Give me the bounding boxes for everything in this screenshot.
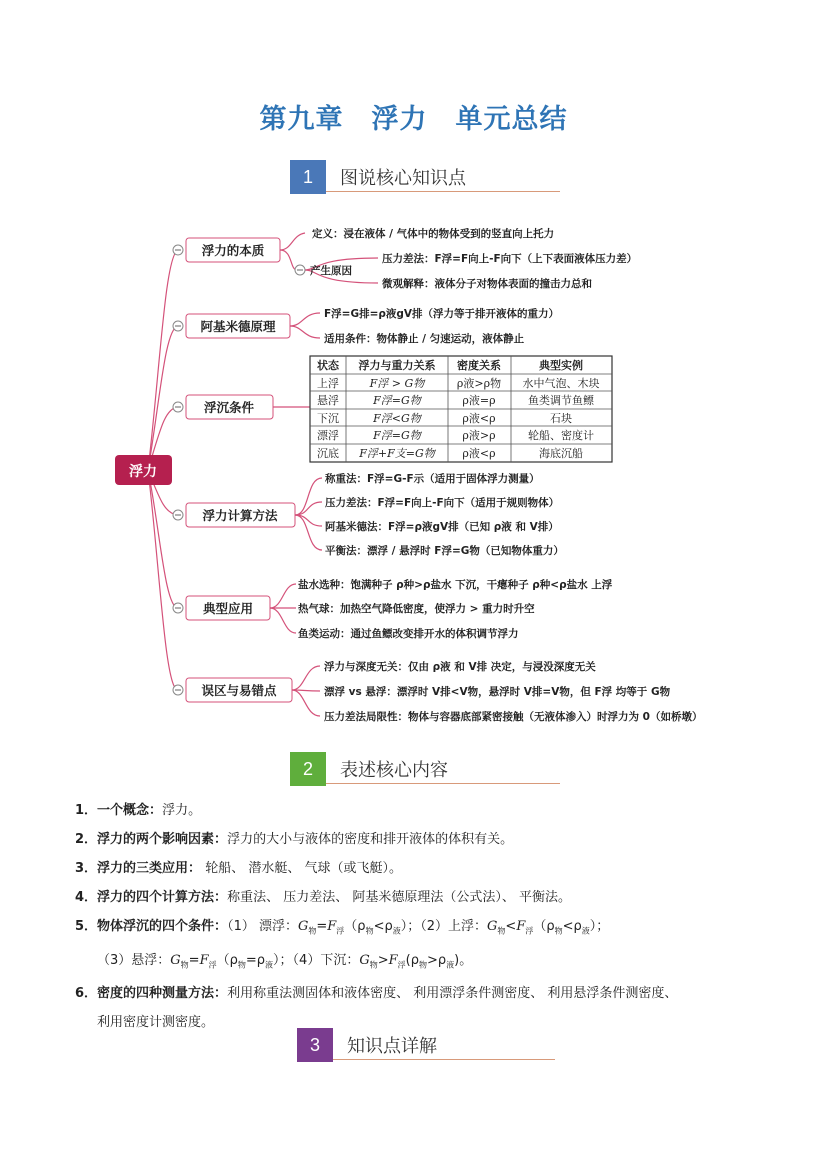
- essence-cause-label: 产生原因: [310, 265, 352, 277]
- table-cell: 上浮: [317, 377, 339, 390]
- node-archimedes-label: 阿基米德原理: [200, 319, 276, 334]
- application-item: 鱼类运动：通过鱼鳔改变排开水的体积调节浮力: [298, 628, 519, 640]
- section-3-title: 知识点详解: [347, 1036, 437, 1057]
- page-title: 第九章 浮力 单元总结: [259, 104, 568, 135]
- section-1-title: 图说核心知识点: [340, 168, 466, 189]
- mindmap-root-label: 浮力: [129, 464, 157, 480]
- float-sink-table: [310, 356, 612, 462]
- essence-micro: 微观解释：液体分子对物体表面的撞击力总和: [382, 278, 592, 290]
- node-float-sink-label: 浮沉条件: [203, 400, 255, 415]
- table-cell: F浮<G物: [373, 412, 421, 425]
- table-cell: ρ液>ρ物: [456, 377, 502, 390]
- table-cell: 海底沉船: [539, 447, 583, 460]
- calc-item: 阿基米德法：F浮=ρ液gV排（已知 ρ液 和 V排）: [325, 521, 559, 533]
- core-item-1: 1．一个概念：浮力。: [75, 803, 202, 818]
- mind-map: [0, 210, 827, 730]
- core-item-4: 4．浮力的四个计算方法：称重法、 压力差法、 阿基米德原理法（公式法）、 平衡法。: [75, 890, 571, 905]
- misconception-item: 浮力与深度无关：仅由 ρ液 和 V排 决定，与浸没深度无关: [324, 661, 596, 673]
- table-cell: 沉底: [317, 447, 339, 460]
- archimedes-formula: F浮=G排=ρ液gV排（浮力等于排开液体的重力）: [324, 308, 560, 320]
- section-2-header: [290, 752, 560, 786]
- calc-item: 平衡法：漂浮 / 悬浮时 F浮=G物（已知物体重力）: [325, 545, 564, 557]
- application-item: 热气球：加热空气降低密度，使浮力 > 重力时升空: [298, 603, 535, 615]
- misconception-item: 压力差法局限性：物体与容器底部紧密接触（无液体渗入）时浮力为 0（如桥墩）: [324, 711, 703, 723]
- table-cell: ρ液=ρ: [462, 394, 496, 407]
- archimedes-condition: 适用条件：物体静止 / 匀速运动，液体静止: [324, 333, 525, 345]
- table-cell: 轮船、密度计: [528, 429, 594, 442]
- core-item-6: 6．密度的四种测量方法：利用称重法测固体和液体密度、 利用漂浮条件测密度、 利用悬浮条件测密度、: [75, 986, 678, 1002]
- table-header-state: 状态: [317, 359, 339, 372]
- table-cell: ρ液>ρ: [462, 429, 496, 442]
- section-1-number: 1: [290, 160, 326, 194]
- calc-item: 称重法：F浮=G-F示（适用于固体浮力测量）: [325, 473, 540, 485]
- core-item-6-cont: 利用密度计测密度。: [97, 1015, 215, 1031]
- calc-item: 压力差法：F浮=F向上-F向下（适用于规则物体）: [325, 497, 560, 509]
- misconception-item: 漂浮 vs 悬浮：漂浮时 V排<V物，悬浮时 V排=V物，但 F浮 均等于 G物: [324, 686, 671, 698]
- table-cell: ρ液<ρ: [462, 447, 496, 460]
- table-header-force: 浮力与重力关系: [358, 359, 436, 372]
- essence-definition: 定义：浸在液体 / 气体中的物体受到的竖直向上托力: [312, 228, 555, 240]
- section-2-number: 2: [290, 752, 326, 786]
- table-cell: F浮 > G物: [369, 377, 425, 390]
- table-header-density: 密度关系: [457, 359, 501, 372]
- application-item: 盐水选种：饱满种子 ρ种>ρ盐水 下沉，干瘪种子 ρ种<ρ盐水 上浮: [298, 579, 613, 591]
- table-cell: F浮+F支=G物: [359, 447, 435, 460]
- node-applications-label: 典型应用: [202, 601, 254, 616]
- core-item-2: 2．浮力的两个影响因素：浮力的大小与液体的密度和排开液体的体积有关。: [75, 832, 514, 847]
- essence-pressure-diff: 压力差法：F浮=F向上-F向下（上下表面液体压力差）: [382, 253, 638, 265]
- section-1-header: [290, 160, 560, 194]
- table-cell: 漂浮: [317, 429, 339, 442]
- table-cell: F浮=G物: [373, 429, 421, 442]
- table-cell: 鱼类调节鱼鳔: [528, 394, 594, 407]
- section-3-number: 3: [297, 1028, 333, 1062]
- core-item-5: 5．物体浮沉的四个条件：（1） 漂浮：$G_物=F_浮(\rho_物<\rho_液)$；（2）上浮：$G_物<F_浮(\rho_物<\rho_液)$；: [75, 919, 610, 936]
- table-cell: 悬浮: [317, 394, 339, 407]
- section-2-title: 表述核心内容: [340, 760, 448, 781]
- core-content: [75, 796, 775, 1037]
- node-misconceptions-label: 误区与易错点: [201, 683, 277, 698]
- table-cell: 石块: [550, 412, 572, 425]
- node-calc-label: 浮力计算方法: [202, 508, 278, 523]
- table-cell: ρ液<ρ: [462, 412, 496, 425]
- table-cell: F浮=G物: [373, 394, 421, 407]
- node-essence-label: 浮力的本质: [201, 243, 265, 258]
- core-item-5-cont: （3）悬浮：$G_物=F_浮(\rho_物=\rho_液)$；（4）下沉：$G_物>F_浮(\rho_物>\rho_液)$。: [97, 952, 473, 970]
- table-header-example: 典型实例: [539, 359, 583, 372]
- table-cell: 水中气泡、木块: [522, 377, 600, 390]
- core-item-3: 3．浮力的三类应用： 轮船、 潜水艇、 气球（或飞艇）。: [75, 861, 402, 876]
- table-cell: 下沉: [317, 412, 339, 425]
